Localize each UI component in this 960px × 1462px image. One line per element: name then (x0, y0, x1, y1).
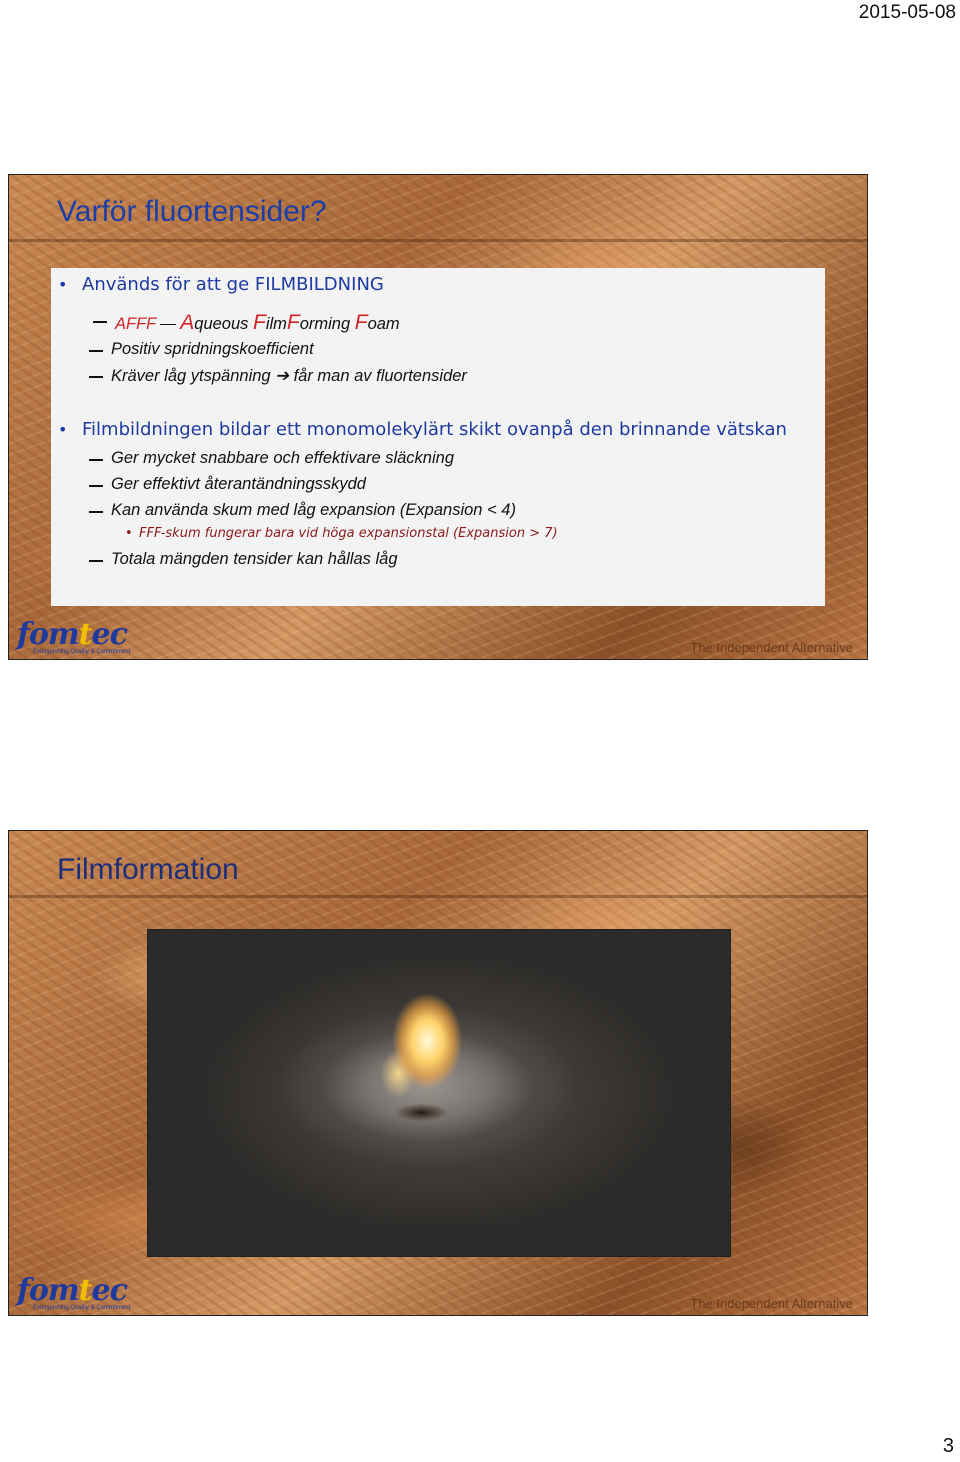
afff-acronym: AFFF (115, 315, 157, 333)
fomtec-logo (15, 1273, 145, 1313)
footer-tagline: The Independent Alternative (690, 1296, 853, 1311)
sub-item: Kräver låg ytspänning ➔ får man av fluortensider (111, 367, 467, 385)
logo-tagline: Extinguishing Quality & Commitment (33, 1305, 131, 1311)
page-date: 2015-05-08 (858, 2, 956, 23)
title-divider (9, 895, 867, 898)
afff-letter-a: A (180, 311, 195, 334)
page-number: 3 (942, 1435, 954, 1457)
afff-word-foam: oam (367, 315, 400, 333)
burning-liquid-foam-photo (147, 929, 731, 1257)
content-box (51, 268, 825, 606)
footer-tagline: The Independent Alternative (690, 640, 853, 655)
slide-title: Filmformation (57, 853, 239, 886)
logo-wordmark: fomtec (17, 1273, 127, 1308)
afff-definition (115, 311, 400, 335)
logo-wordmark: fomtec (17, 617, 127, 652)
afff-word-film: ilm (265, 315, 287, 333)
dash (160, 324, 176, 326)
sub-item: Ger mycket snabbare och effektivare släckning (111, 449, 454, 467)
afff-word-forming: orming (299, 315, 355, 333)
slide-1 (8, 174, 868, 660)
title-divider (9, 239, 867, 242)
sub-item: Kan använda skum med låg expansion (Expansion < 4) (111, 501, 516, 519)
sub-item: Ger effektivt återantändningsskydd (111, 475, 366, 493)
afff-letter-f1: F (252, 311, 266, 334)
slide-title: Varför fluortensider? (57, 195, 327, 228)
logo-tagline: Extinguishing Quality & Commitment (33, 649, 131, 655)
afff-letter-f3: F (354, 311, 368, 334)
sub-item: Totala mängden tensider kan hållas låg (111, 550, 398, 568)
fomtec-logo (15, 617, 145, 657)
bullet-filmbildningen: • Filmbildningen bildar ett monomolekylärt skikt ovanpå den brinnande vätskan (82, 419, 787, 440)
afff-word-aqueous: queous (194, 315, 253, 333)
sub-sub-item: • FFF-skum fungerar bara vid höga expansionstal (Expansion > 7) (139, 526, 558, 541)
slide-2 (8, 830, 868, 1316)
sub-item: Positiv spridningskoefficient (111, 340, 314, 358)
bullet-filmbildning: • Används för att ge FILMBILDNING (82, 274, 384, 295)
afff-letter-f2: F (286, 311, 300, 334)
